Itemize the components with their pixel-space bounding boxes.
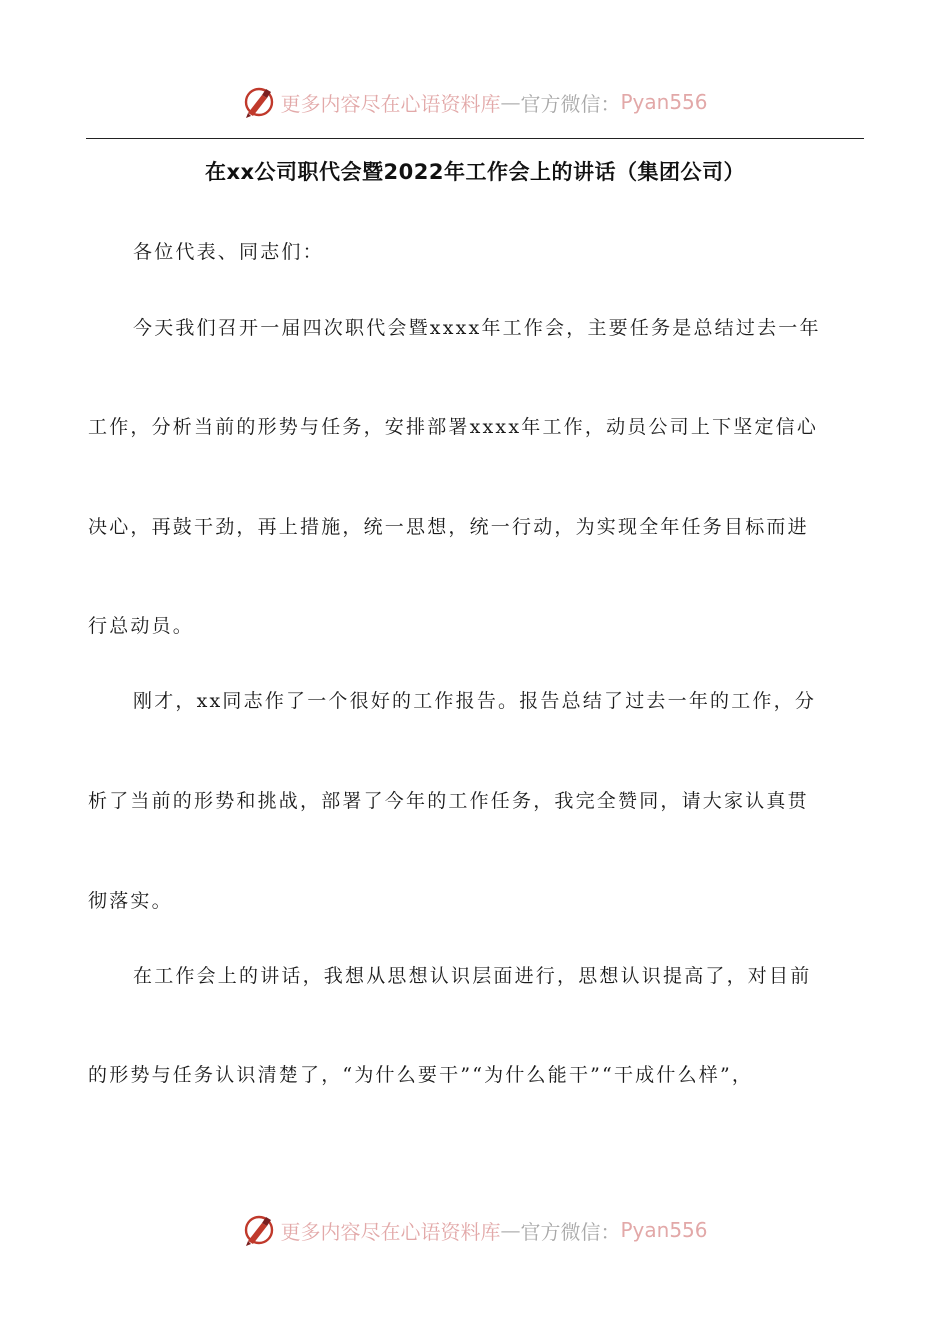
header-divider xyxy=(86,138,864,139)
wechat-label: 官方微信： xyxy=(520,91,621,116)
brand-text: 更多内容尽在心语资料库 xyxy=(280,1219,501,1244)
paragraph-line: 析了当前的形势和挑战，部署了今年的工作任务，我完全赞同，请大家认真贯 xyxy=(88,790,809,812)
brand-separator: — xyxy=(500,90,521,114)
header-brand xyxy=(0,82,950,122)
paragraph-line: 决心，再鼓干劲，再上措施，统一思想，统一行动，为实现全年任务目标而进 xyxy=(88,516,809,538)
wechat-label: 官方微信： xyxy=(520,1219,621,1244)
document-title: 在xx公司职代会暨2022年工作会上的讲话（集团公司） xyxy=(204,160,746,184)
brand-text: 更多内容尽在心语资料库 xyxy=(280,91,501,116)
paragraph-line: 行总动员。 xyxy=(88,615,195,637)
paragraph-line: 各位代表、同志们： xyxy=(133,241,324,263)
paragraph-line: 今天我们召开一届四次职代会暨xxxx年工作会，主要任务是总结过去一年 xyxy=(133,317,821,339)
paragraph-line: 的形势与任务认识清楚了，“为什么要干”“为什么能干”“干成什么样”， xyxy=(88,1064,754,1086)
paragraph-line: 在工作会上的讲话，我想从思想认识层面进行，思想认识提高了，对目前 xyxy=(133,965,812,987)
paragraph-line: 工作，分析当前的形势与任务，安排部署xxxx年工作，动员公司上下坚定信心 xyxy=(88,416,819,438)
wechat-id: Pyan556 xyxy=(620,90,708,114)
footer-brand xyxy=(0,1210,950,1250)
pen-logo-icon xyxy=(242,1213,276,1247)
paragraph-line: 彻落实。 xyxy=(88,890,173,912)
wechat-id: Pyan556 xyxy=(620,1218,708,1242)
brand-separator: — xyxy=(500,1218,521,1242)
paragraph-line: 刚才，xx同志作了一个很好的工作报告。报告总结了过去一年的工作，分 xyxy=(133,690,817,712)
pen-logo-icon xyxy=(242,85,276,119)
